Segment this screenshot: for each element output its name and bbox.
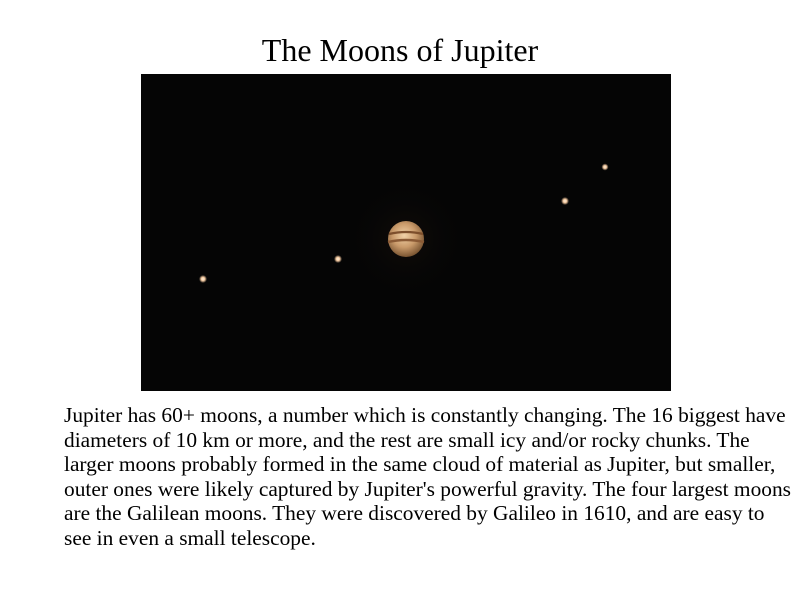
moon-2 xyxy=(334,255,342,263)
moon-3 xyxy=(561,197,569,205)
jupiter-photo xyxy=(141,74,671,391)
jupiter-photo-canvas xyxy=(141,74,671,391)
jupiter-planet xyxy=(388,221,424,257)
moon-1 xyxy=(199,275,207,283)
body-text: Jupiter has 60+ moons, a number which is constantly changing. The 16 biggest have diameters of 10 km or more, and the rest are small icy and/or rocky chunks. The larger moons probably formed in the same cloud of material as Jupiter, but smaller, outer ones were likely captured by Jupiter's powerful gravity. The four largest moons are the Galilean moons. They were discovered by Galileo in 1610, and are easy to see in even a small telescope. xyxy=(64,403,791,550)
moon-4 xyxy=(602,164,609,171)
slide-title: The Moons of Jupiter xyxy=(261,32,539,68)
